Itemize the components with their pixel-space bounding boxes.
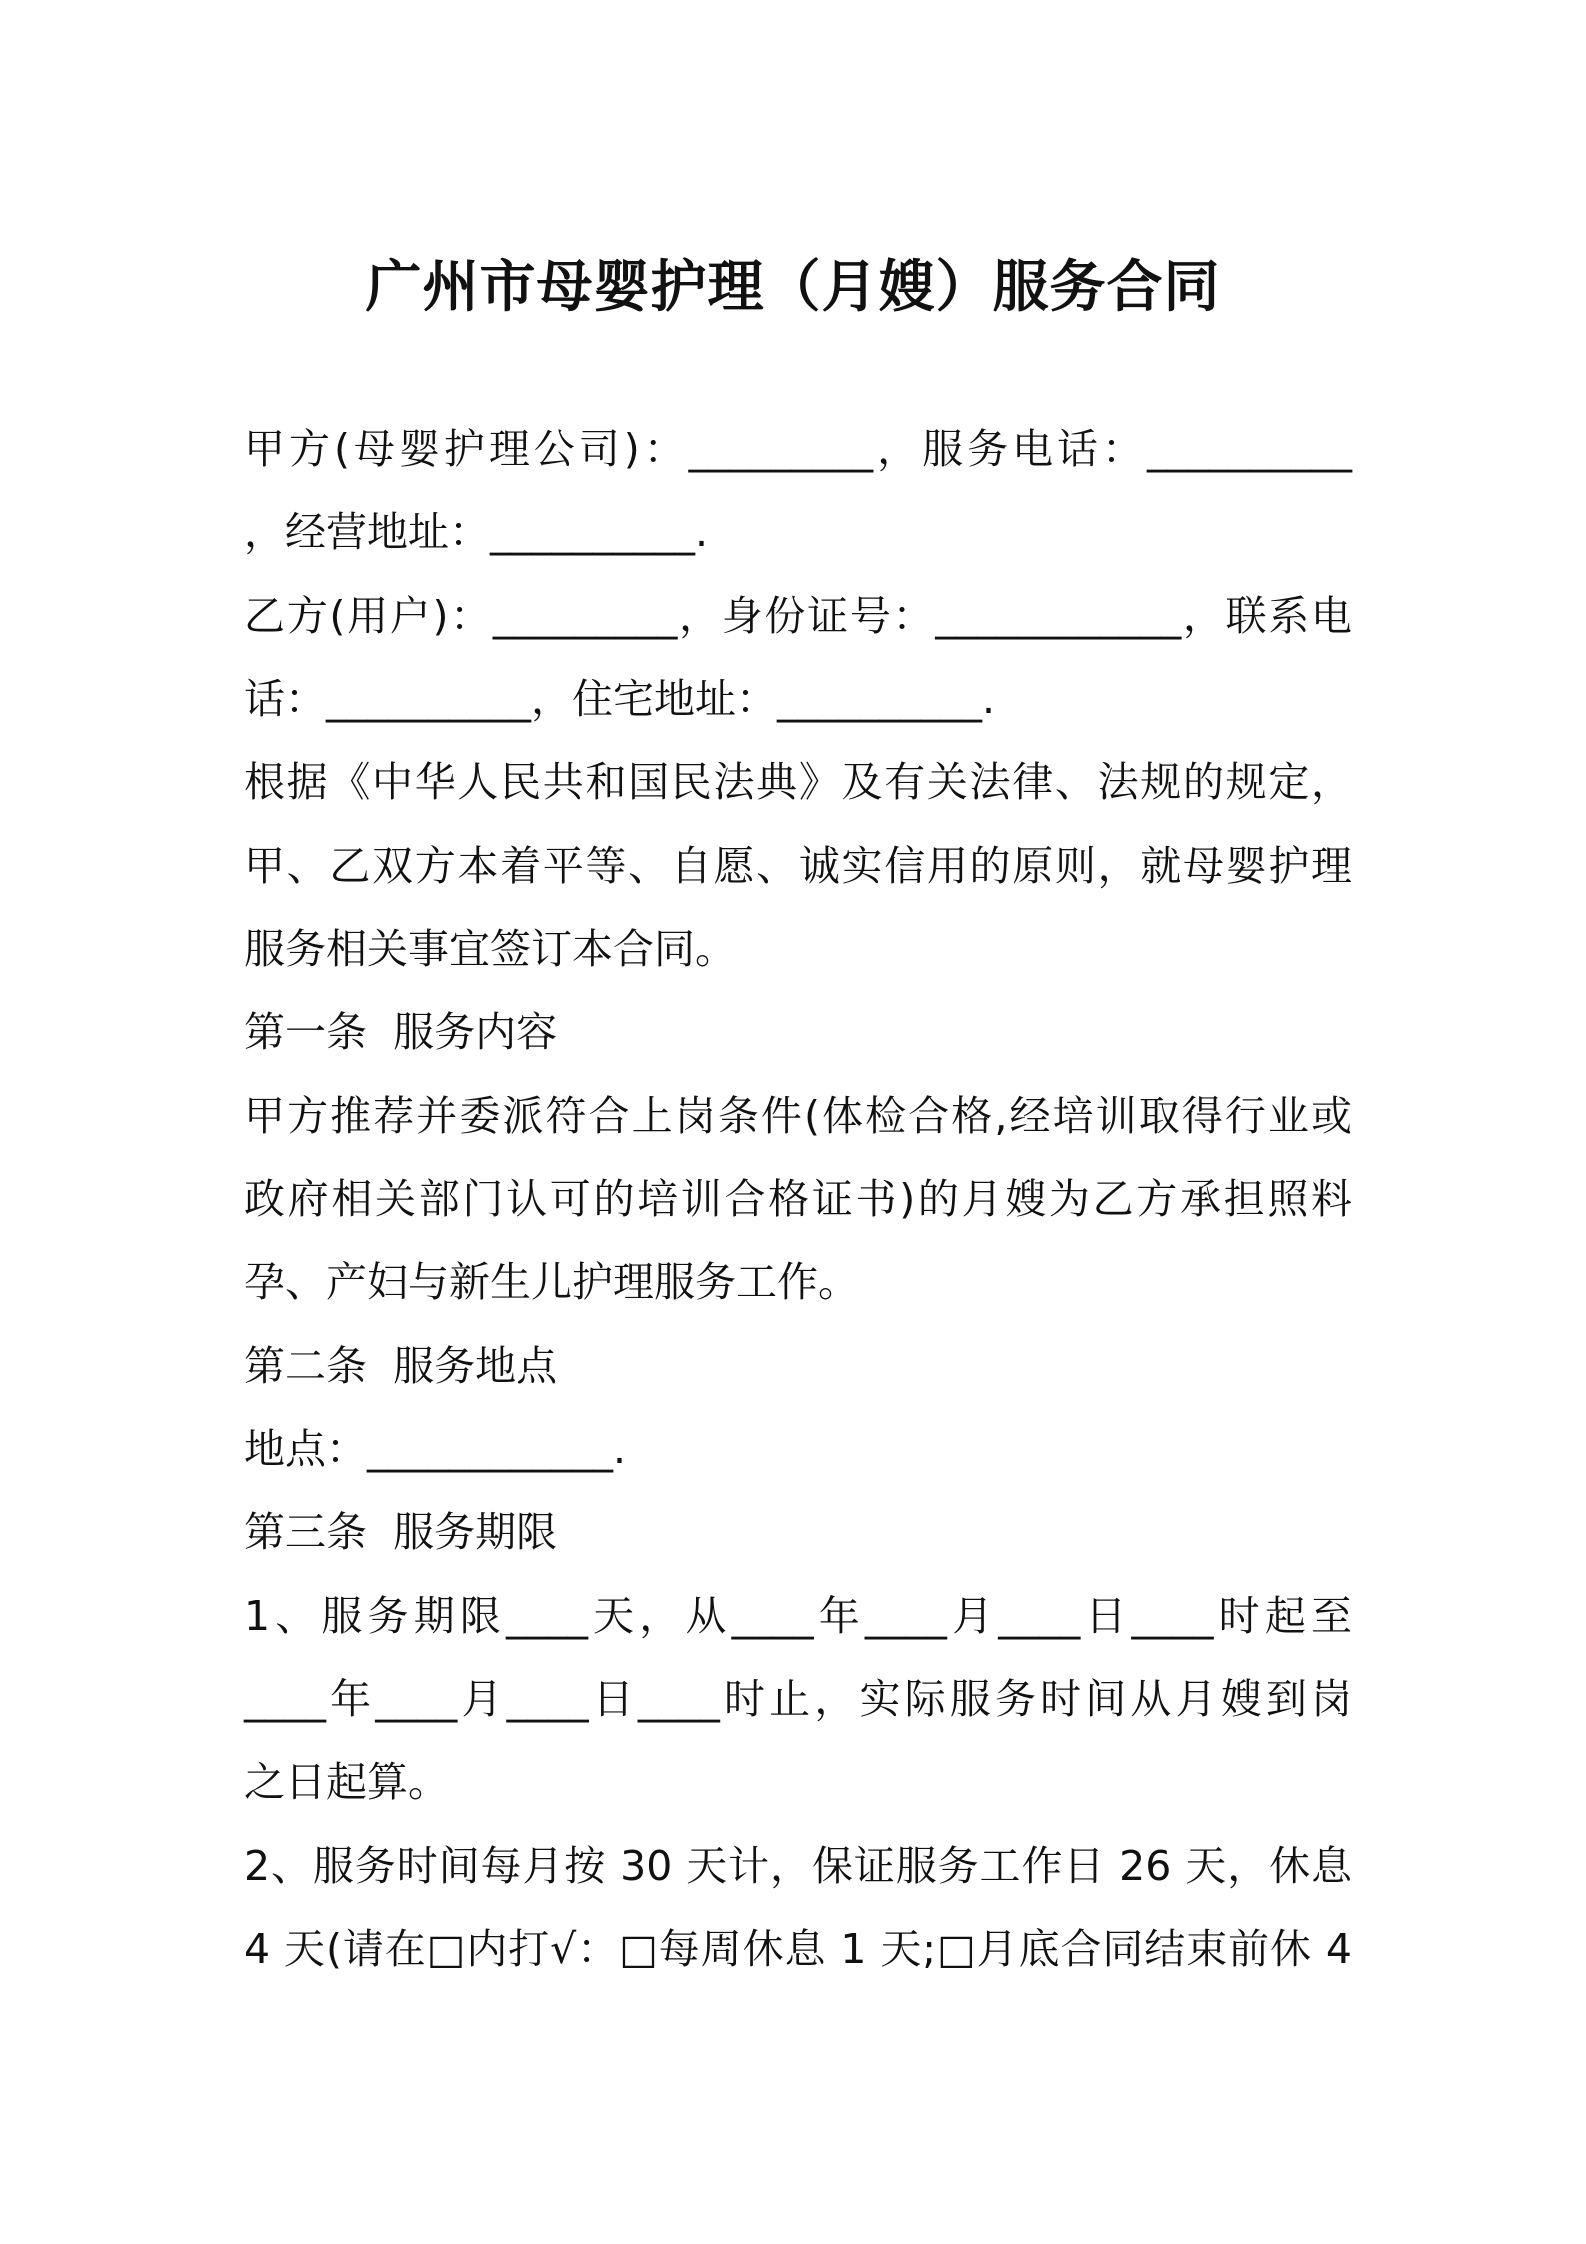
- article-text-line: 甲方推荐并委派符合上岗条件(体检合格,经培训取得行业或: [244, 1091, 1352, 1140]
- article-text-line: 之日起算。: [244, 1758, 449, 1807]
- preamble-line: 根据《中华人民共和国民法典》及有关法律、法规的规定，: [244, 758, 1352, 807]
- article-text-line: 1、服务期限____天，从____年____月____日____时起至: [244, 1591, 1352, 1640]
- article-text-line: 4 天(请在□内打√：□每周休息 1 天;□月底合同结束前休 4: [244, 1924, 1352, 1973]
- article-text-line: 地点：____________.: [244, 1424, 627, 1473]
- article-3: [244, 1491, 1352, 1991]
- preamble-line: 甲、乙双方本着平等、自愿、诚实信用的原则，就母婴护理: [244, 841, 1352, 890]
- article-heading: 第二条 服务地点: [244, 1341, 558, 1390]
- party-b-line: 话：__________，住宅地址：__________.: [244, 674, 996, 723]
- article-text-line: 孕、产妇与新生儿护理服务工作。: [244, 1258, 859, 1307]
- preamble-paragraph: [244, 741, 1352, 991]
- article-text-line: ____年____月____日____时止，实际服务时间从月嫂到岗: [244, 1674, 1352, 1723]
- party-a-line: ，经营地址：__________.: [244, 508, 709, 557]
- party-a-section: [244, 408, 1352, 575]
- article-heading: 第一条 服务内容: [244, 1008, 558, 1057]
- preamble-line: 服务相关事宜签订本合同。: [244, 924, 736, 973]
- contract-title: 广州市母婴护理（月嫂）服务合同: [365, 255, 1221, 320]
- article-heading: 第三条 服务期限: [244, 1508, 558, 1557]
- party-a-line: 甲方(母婴护理公司)：_________，服务电话：__________: [244, 425, 1352, 473]
- article-text-line: 政府相关部门认可的培训合格证书)的月嫂为乙方承担照料: [244, 1174, 1352, 1223]
- article-1: [244, 991, 1352, 1324]
- party-b-section: [244, 575, 1352, 742]
- contract-body: [244, 408, 1352, 1991]
- article-text-line: 2、服务时间每月按 30 天计，保证服务工作日 26 天，休息: [244, 1841, 1352, 1890]
- party-b-line: 乙方(用户)：_________，身份证号：____________，联系电: [244, 591, 1352, 640]
- article-2: [244, 1325, 1352, 1492]
